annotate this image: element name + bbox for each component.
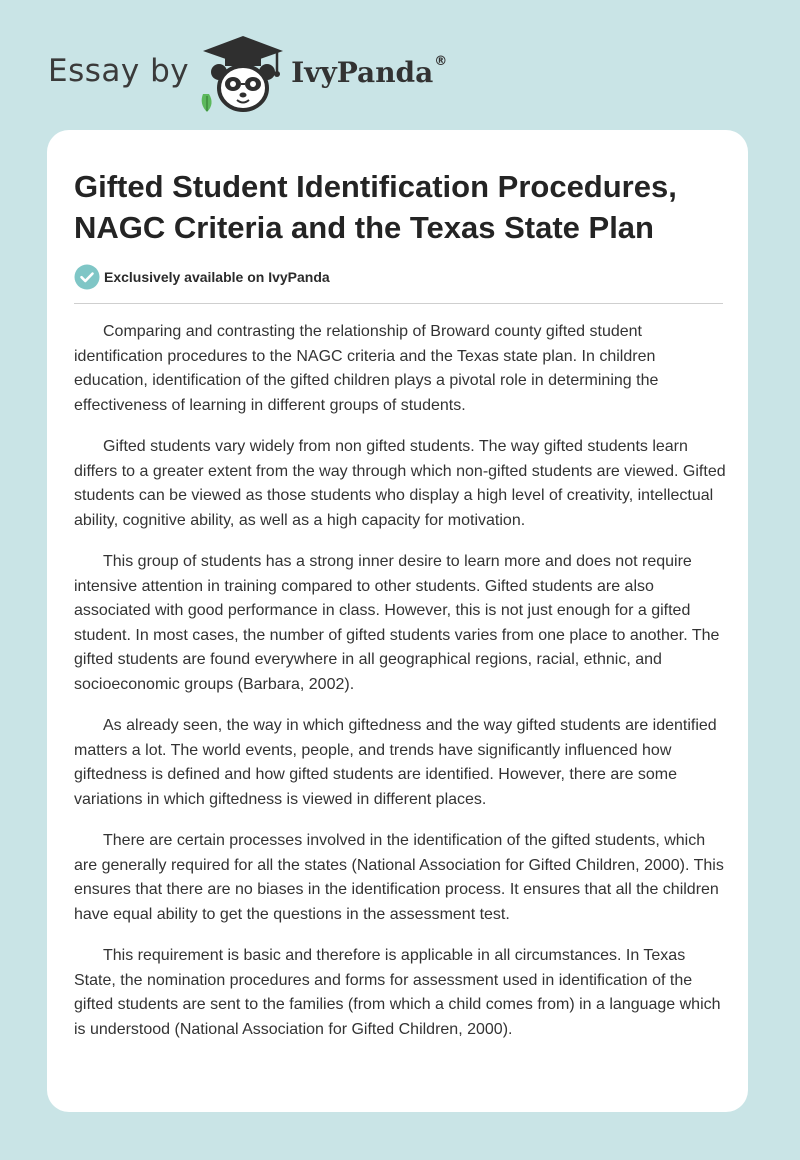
brand-name	[291, 53, 448, 89]
paragraph-2: Gifted students vary widely from non gifted students. The way gifted students learn differs to a greater extent from the way through which non-gifted students are viewed. Gifted students can be viewed as those students who display a high level of creativity, intellectual ability, cognitive ability, as well as a high capacity for motivation.	[74, 438, 726, 529]
essay-body	[74, 320, 728, 1059]
badge-label: Exclusively available on IvyPanda	[104, 269, 330, 285]
paragraph-1: Comparing and contrasting the relationship of Broward county gifted student identification procedures to the NAGC criteria and the Texas state plan. In children education, identification of the gifted children plays a pivotal role in determining the effectiveness of learning in different groups of students.	[74, 323, 659, 414]
paragraph-3: This group of students has a strong inner desire to learn more and does not require intensive attention in training compared to other students. Gifted students are also associated with good performance in class. However, this is not just enough for a gifted student. In most cases, the number of gifted students varies from one place to another. The gifted students are found everywhere in all geographical regions, racial, ethnic, and socioeconomic groups (Barbara, 2002).	[74, 553, 720, 693]
paragraph-6: This requirement is basic and therefore is applicable in all circumstances. In Texas State, the nomination procedures and forms for assessment used in identification of the gifted students are sent to the families (from which a child comes from) in a language which is understood (National Association for Gifted Children, 2000).	[74, 947, 721, 1038]
exclusive-badge	[74, 264, 330, 290]
page-title: Gifted Student Identification Procedures, NAGC Criteria and the Texas State Plan	[74, 169, 677, 245]
check-circle-icon	[74, 264, 100, 290]
brand-name-text: IvyPanda	[291, 55, 434, 89]
divider	[74, 303, 723, 304]
panda-graduate-logo-icon[interactable]	[197, 34, 289, 116]
registered-mark: ®	[434, 53, 448, 69]
brand-header	[48, 30, 447, 120]
essay-card	[47, 130, 748, 1112]
brand-prefix: Essay by	[48, 53, 190, 89]
paragraph-4: As already seen, the way in which giftedness and the way gifted students are identified matters a lot. The world events, people, and trends have significantly influenced how giftedness is defined and how gifted students are identified. However, there are some variations in which giftedness is viewed in different places.	[74, 717, 717, 808]
paragraph-5: There are certain processes involved in the identification of the gifted students, which are generally required for all the states (National Association for Gifted Children, 2000). This ensures that there are no biases in the identification process. It ensures that all the children have equal ability to get the questions in the assessment test.	[74, 832, 724, 923]
